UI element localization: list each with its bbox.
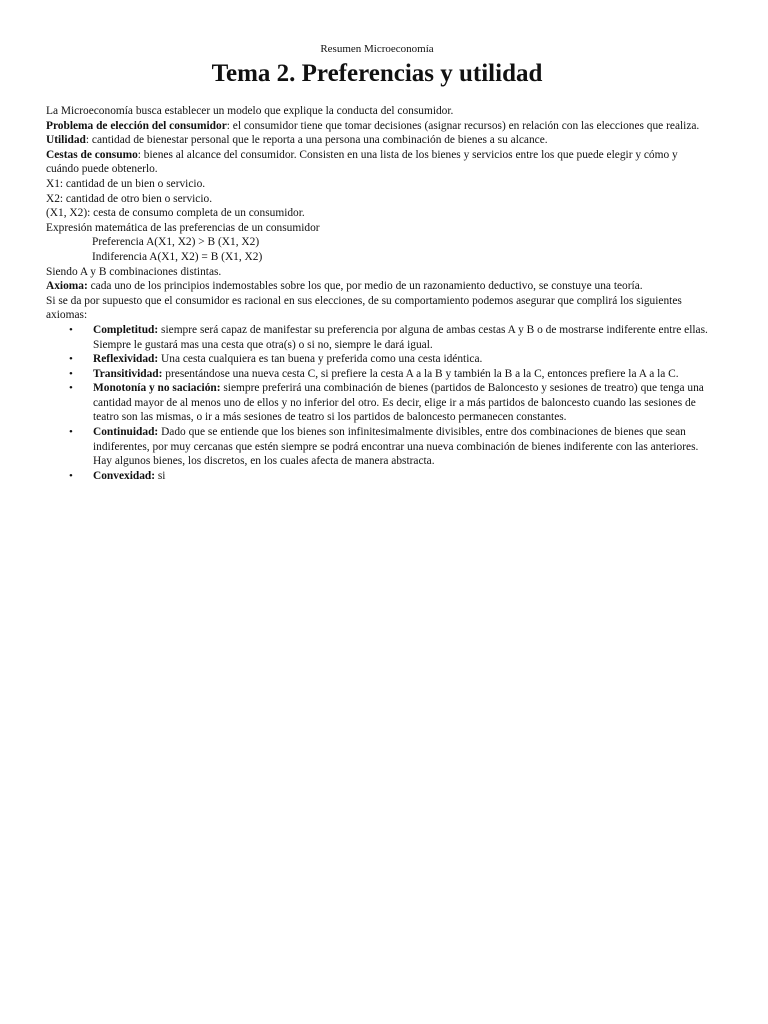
axiom-text: siempre preferirá una combinación de bienes (partidos de Baloncesto y sesiones de treatro) que tenga una cantidad mayor de al menos uno de ellos y no inferior del otro. Es decir, elige ir a más partidos de baloncesto cuando las sesiones de teatro son las mismas, o ir a más sesiones de teatro si los partidos de baloncesto permanecen constantes. xyxy=(93,382,704,424)
bullet-icon: • xyxy=(69,426,73,439)
definition-cestas xyxy=(46,148,708,177)
definition-term: Problema de elección del consumidor xyxy=(46,119,227,132)
preferencia-line: Preferencia A(X1, X2) > B (X1, X2) xyxy=(92,236,260,249)
axiom-term: Convexidad: xyxy=(93,469,156,482)
supuesto-paragraph: Si se da por supuesto que el consumidor es racional en sus elecciones, de su comportamiento podemos asegurar que complirá los siguientes axiomas: xyxy=(46,294,682,322)
axiom-text: siempre será capaz de manifestar su preferencia por alguna de ambas cestas A y B o de mostrarse indiferente entre ellas. Siempre le gustará mas una cesta que otra(s) o si no, siempre le dará igual. xyxy=(93,323,708,351)
x1-line: X1: cantidad de un bien o servicio. xyxy=(46,177,206,190)
bullet-icon: • xyxy=(69,323,73,336)
page-title: Tema 2. Preferencias y utilidad xyxy=(211,60,543,87)
axiom-term: Monotonía y no saciación: xyxy=(93,382,221,395)
bullet-icon: • xyxy=(69,367,73,380)
list-item xyxy=(46,381,708,425)
axiom-text: Dado que se entiende que los bienes son infinitesimalmente divisibles, entre dos combinaciones de bienes que sean indiferentes, por muy cercanas que estén siempre se podrá encontrar una nueva combinación de bienes indiferente con las anteriores. Hay algunos bienes, los discretos, en los cuales afecta de manera abstracta. xyxy=(93,426,699,468)
document-body xyxy=(46,104,708,483)
definition-problema xyxy=(46,119,708,134)
x2-line: X2: cantidad de otro bien o servicio. xyxy=(46,192,213,205)
axiom-term: Continuidad: xyxy=(93,426,159,439)
x1x2-line: (X1, X2): cesta de consumo completa de un consumidor. xyxy=(46,207,305,220)
running-header: Resumen Microeconomía xyxy=(320,43,434,55)
list-item xyxy=(46,323,708,352)
list-item xyxy=(46,469,708,484)
expresion-line: Expresión matemática de las preferencias de un consumidor xyxy=(46,221,320,234)
bullet-icon: • xyxy=(69,469,73,482)
list-item xyxy=(46,425,708,469)
bullet-icon: • xyxy=(69,382,73,395)
definition-axioma xyxy=(46,279,708,294)
intro-paragraph: La Microeconomía busca establecer un modelo que explique la conducta del consumidor. xyxy=(46,105,454,117)
list-item xyxy=(46,352,708,367)
definition-text: cada uno de los principios indemostables sobre los que, por medio de un razonamiento deductivo, se constuye una teoría. xyxy=(87,280,643,293)
axiom-text: si xyxy=(155,469,166,482)
axiom-text: presentándose una nueva cesta C, si prefiere la cesta A a la B y también la B a la C, entonces prefiere la A a la C. xyxy=(162,367,679,380)
definition-text: : cantidad de bienestar personal que le reporta a una persona una combinación de bienes a su alcance. xyxy=(85,134,548,147)
bullet-icon: • xyxy=(69,353,73,366)
definition-term: Cestas de consumo xyxy=(46,148,138,161)
axiom-text: Una cesta cualquiera es tan buena y preferida como una cesta idéntica. xyxy=(158,353,483,366)
definition-text: : bienes al alcance del consumidor. Consisten en una lista de los bienes y servicios entre los que puede elegir y cómo y cuándo puede obtenerlo. xyxy=(46,148,678,176)
definition-text: : el consumidor tiene que tomar decisiones (asignar recursos) en relación con las elecciones que realiza. xyxy=(226,119,700,132)
axiom-term: Completitud: xyxy=(93,323,159,336)
axiom-term: Transitividad: xyxy=(93,367,163,380)
indiferencia-line: Indiferencia A(X1, X2) = B (X1, X2) xyxy=(92,250,263,263)
axioms-list xyxy=(46,323,708,484)
siendo-line: Siendo A y B combinaciones distintas. xyxy=(46,265,222,278)
definition-term: Axioma: xyxy=(46,280,88,293)
list-item xyxy=(46,367,708,382)
axiom-term: Reflexividad: xyxy=(93,353,159,366)
definition-utilidad xyxy=(46,133,708,148)
definition-term: Utilidad xyxy=(46,134,86,147)
